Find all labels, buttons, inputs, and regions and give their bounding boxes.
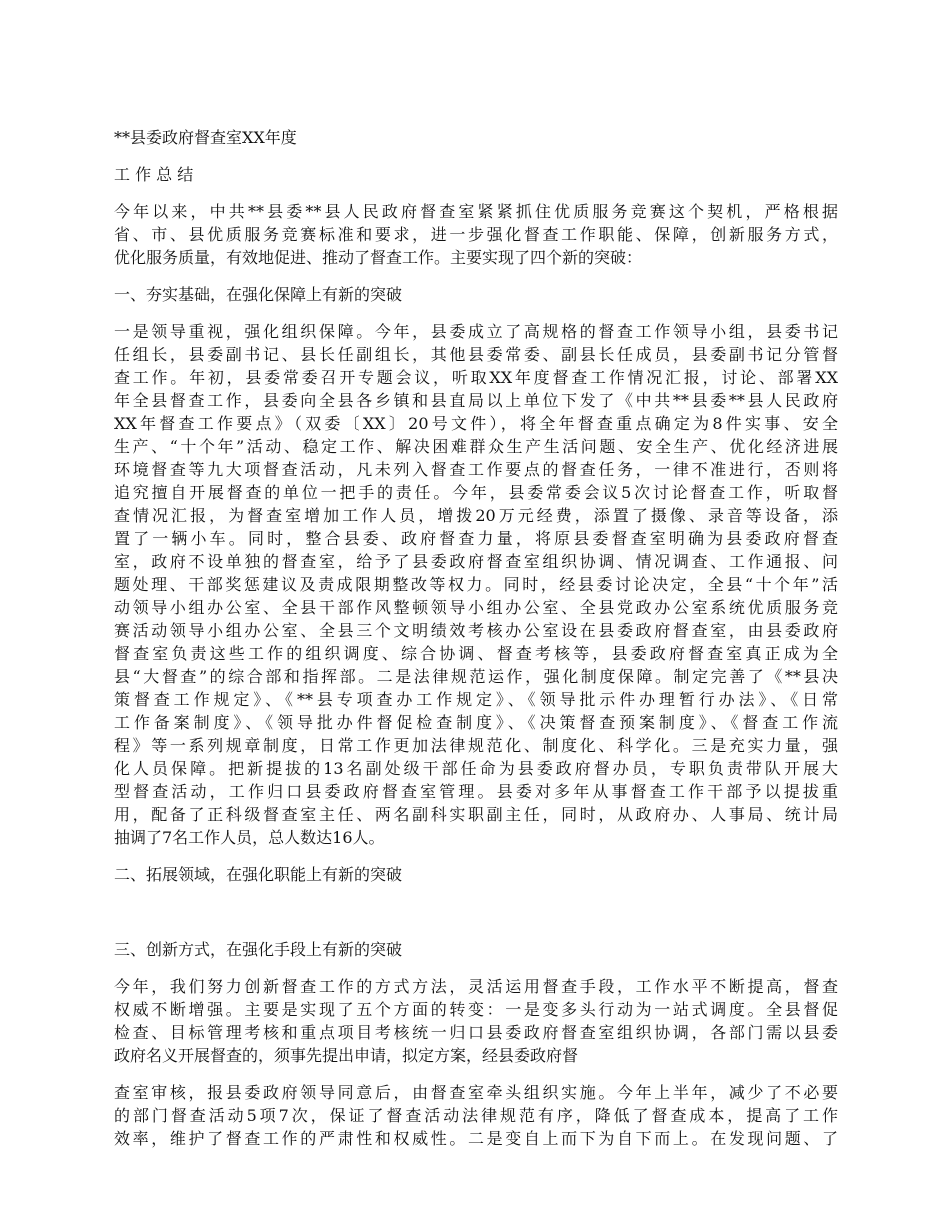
- text-line: 省、市、县优质服务竞赛标准和要求，进一步强化督查工作职能、保障，创新服务方式，: [114, 225, 838, 244]
- text-line: 题处理、干部奖惩建议及责成限期整改等权力。同时，经县委讨论决定，全县“十个年”活: [114, 575, 838, 594]
- text-line: 环境督查等九大项督查活动，凡未列入督查工作要点的督查任务，一律不准进行，否则将: [114, 460, 838, 479]
- section1-heading: 一、夯实基础，在强化保障上有新的突破: [114, 285, 403, 304]
- document-title: **县委政府督查室XX年度: [114, 128, 297, 147]
- text-line: 查室审核，报县委政府领导同意后，由督查室牵头组织实施。今年上半年，减少了不必要: [114, 1083, 838, 1102]
- text-line: 政府名义开展督查的，须事先提出申请，拟定方案，经县委政府督: [114, 1046, 579, 1065]
- text-line: 的部门督查活动5项7次，保证了督查活动法律规范有序，降低了督查成本，提高了工作: [114, 1106, 838, 1125]
- text-line: 检查、目标管理考核和重点项目考核统一归口县委政府督查室组织协调，各部门需以县委: [114, 1023, 838, 1042]
- text-line: 年全县督查工作，县委向全县各乡镇和县直局以上单位下发了《中共**县委**县人民政府: [114, 391, 838, 410]
- text-line: 赛活动领导小组办公室、全县三个文明绩效考核办公室设在县委政府督查室，由县委政府: [114, 621, 838, 640]
- text-line: XX年督查工作要点》（双委〔XX〕20号文件），将全年督查重点确定为8件实事、安全: [114, 414, 838, 433]
- text-line: 查工作。年初，县委常委召开专题会议，听取XX年度督查工作情况汇报，讨论、部署XX: [114, 368, 838, 387]
- document-subtitle: 工 作 总 结: [114, 165, 194, 184]
- text-line: 策督查工作规定》、《**县专项查办工作规定》、《领导批示件办理暂行办法》、《日常: [114, 690, 838, 709]
- text-line: 任组长，县委副书记、县长任副组长，其他县委常委、副县长任成员，县委副书记分管督: [114, 345, 838, 364]
- text-line: 优化服务质量，有效地促进、推动了督查工作。主要实现了四个新的突破：: [114, 248, 643, 267]
- section3-continuation: [114, 1081, 838, 1150]
- text-line: 动领导小组办公室、全县干部作风整顿领导小组办公室、全县党政办公室系统优质服务竞: [114, 598, 838, 617]
- section3-paragraph: [114, 975, 838, 1067]
- text-line: 型督查活动，工作归口县委政府督查室管理。县委对多年从事督查工作干部予以提拔重: [114, 782, 838, 801]
- text-line: 县“大督查”的综合部和指挥部。二是法律规范运作，强化制度保障。制定完善了《**县决: [114, 667, 838, 686]
- section3-heading: 三、创新方式，在强化手段上有新的突破: [114, 940, 403, 959]
- text-line: 抽调了7名工作人员，总人数达16人。: [114, 828, 385, 847]
- section1-paragraph: [114, 320, 838, 849]
- text-line: 督查室负责这些工作的组织调度、综合协调、督查考核等，县委政府督查室真正成为全: [114, 644, 838, 663]
- text-line: 用，配备了正科级督查室主任、两名副科实职副主任，同时，从政府办、人事局、统计局: [114, 805, 838, 824]
- text-line: 追究擅自开展督查的单位一把手的责任。今年，县委常委会议5次讨论督查工作，听取督: [114, 483, 838, 502]
- text-line: 置了一辆小车。同时，整合县委、政府督查力量，将原县委督查室明确为县委政府督查: [114, 529, 838, 548]
- text-line: 今年，我们努力创新督查工作的方式方法，灵活运用督查手段，工作水平不断提高，督查: [114, 977, 838, 996]
- document-page: [114, 126, 838, 1164]
- text-line: 生产、“十个年”活动、稳定工作、解决困难群众生产生活问题、安全生产、优化经济进展: [114, 437, 838, 456]
- text-line: 一是领导重视，强化组织保障。今年，县委成立了高规格的督查工作领导小组，县委书记: [114, 322, 838, 341]
- text-line: 室，政府不设单独的督查室，给予了县委政府督查室组织协调、情况调查、工作通报、问: [114, 552, 838, 571]
- text-line: 工作备案制度》、《领导批办件督促检查制度》、《决策督查预案制度》、《督查工作流: [114, 713, 838, 732]
- text-line: 今年以来，中共**县委**县人民政府督查室紧紧抓住优质服务竞赛这个契机，严格根据: [114, 202, 838, 221]
- intro-paragraph: [114, 200, 838, 269]
- text-line: 权威不断增强。主要是实现了五个方面的转变：一是变多头行动为一站式调度。全县督促: [114, 1000, 838, 1019]
- text-line: 效率，维护了督查工作的严肃性和权威性。二是变自上而下为自下而上。在发现问题、了: [114, 1129, 838, 1148]
- text-line: 化人员保障。把新提拔的13名副处级干部任命为县委政府督办员，专职负责带队开展大: [114, 759, 838, 778]
- text-line: 程》等一系列规章制度，日常工作更加法律规范化、制度化、科学化。三是充实力量，强: [114, 736, 838, 755]
- text-line: 查情况汇报，为督查室增加工作人员，增拨20万元经费，添置了摄像、录音等设备，添: [114, 506, 838, 525]
- section2-heading: 二、拓展领域，在强化职能上有新的突破: [114, 865, 403, 884]
